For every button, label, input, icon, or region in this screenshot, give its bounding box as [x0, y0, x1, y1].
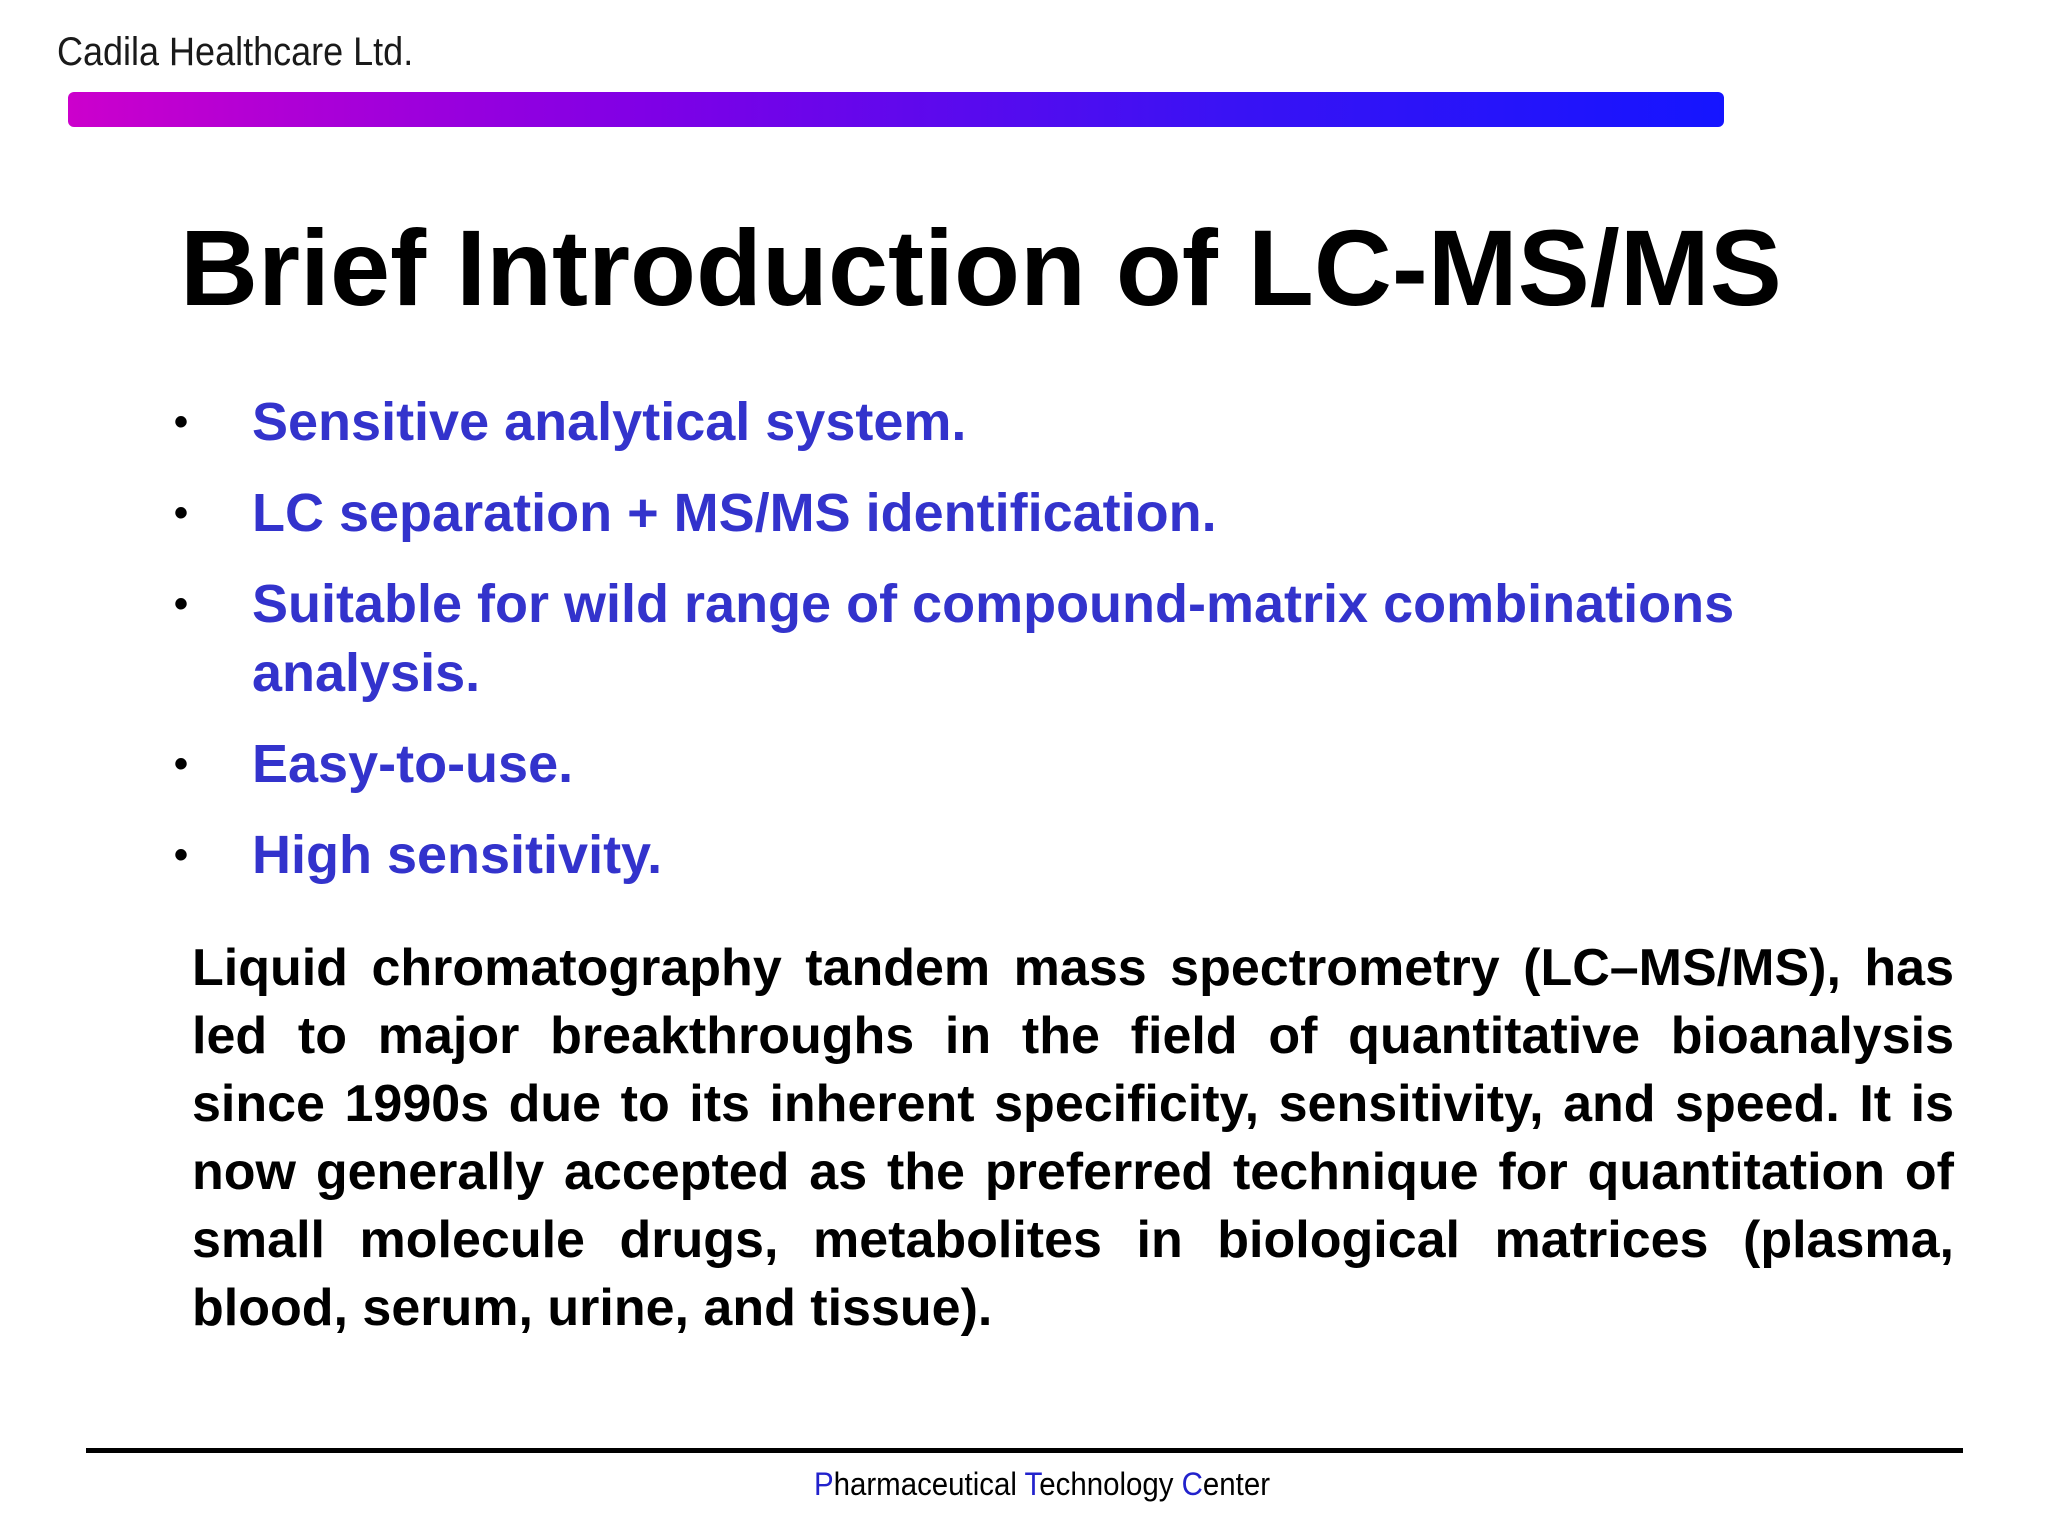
- footer-initial: T: [1024, 1466, 1040, 1502]
- bullet-text: High sensitivity.: [252, 825, 663, 885]
- company-name: Cadila Healthcare Ltd.: [57, 30, 414, 74]
- description-paragraph: Liquid chromatography tandem mass spectrometry (LC–MS/MS), has led to major breakthroughs in the field of quantitative bioanalysis since 1990s due to its inherent specificity, sensitivity, and speed. It is now generally accepted as the preferred technique for quantitation of small molecule drugs, metabolites in biological matrices (plasma, blood, serum, urine, and tissue).: [192, 939, 1954, 1337]
- footer-initial: C: [1181, 1466, 1203, 1502]
- bullet-text: Sensitive analytical system.: [252, 392, 967, 452]
- footer-word-rest: echnology: [1039, 1466, 1174, 1502]
- bullet-dot-icon: •: [174, 833, 189, 877]
- bullet-text: Easy-to-use.: [252, 734, 574, 794]
- bullet-text: LC separation + MS/MS identification.: [252, 483, 1217, 543]
- bullet-dot-icon: •: [174, 742, 189, 786]
- bullet-item: [170, 821, 1850, 890]
- slide-title: Brief Introduction of LC-MS/MS: [180, 207, 1782, 328]
- bullet-item: [170, 479, 1850, 548]
- header-gradient-bar: [68, 92, 1724, 127]
- footer-initial: P: [813, 1466, 834, 1502]
- bullet-item: [170, 570, 1850, 708]
- bullet-text: Suitable for wild range of compound-matrix combinations analysis.: [252, 574, 1735, 703]
- footer-word-rest: enter: [1202, 1466, 1271, 1502]
- bullet-item: [170, 730, 1850, 799]
- footer-word-rest: harmaceutical: [833, 1466, 1017, 1502]
- bullet-list: [170, 388, 1850, 912]
- bullet-item: [170, 388, 1850, 457]
- bullet-dot-icon: •: [174, 400, 189, 444]
- bullet-dot-icon: •: [174, 582, 189, 626]
- bullet-dot-icon: •: [174, 491, 189, 535]
- footer-center-name: [83, 1466, 2000, 1503]
- footer-divider: [86, 1448, 1963, 1453]
